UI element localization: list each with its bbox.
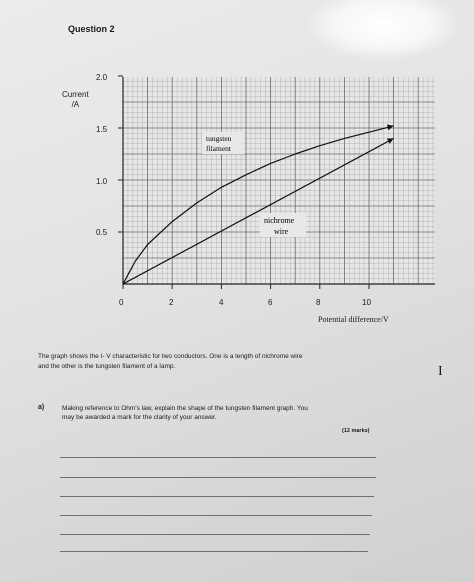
y-tick-label: 1.0 xyxy=(96,177,108,186)
question-title: Question 2 xyxy=(68,24,115,34)
answer-line[interactable] xyxy=(60,457,376,458)
part-question-line1: Making reference to Ohm's law, explain the shape of the tungsten filament graph. You xyxy=(62,405,308,412)
answer-line[interactable] xyxy=(60,477,376,478)
part-question xyxy=(62,404,392,422)
y-tick-label: 0.5 xyxy=(96,228,108,237)
x-axis-label: Potential difference/V xyxy=(318,315,389,324)
x-tick-label: 8 xyxy=(316,298,321,307)
question-intro xyxy=(38,352,418,372)
nichrome-label-line2: wire xyxy=(274,227,289,236)
tungsten-label-line1: tungsten xyxy=(206,134,232,143)
part-label: a) xyxy=(38,404,45,411)
intro-line2: and the other is the tungsten filament of a lamp. xyxy=(38,363,176,370)
x-tick-label: 2 xyxy=(169,298,174,307)
x-tick-label: 4 xyxy=(219,298,224,307)
grid-minor-lines xyxy=(123,77,435,284)
y-tick-label: 1.5 xyxy=(96,125,108,134)
y-axis-label-line1: Current xyxy=(62,90,89,99)
answer-line[interactable] xyxy=(60,534,370,535)
x-tick-label: 6 xyxy=(268,298,273,307)
part-question-line2: may be awarded a mark for the clarity of your answer. xyxy=(62,414,217,421)
y-tick-label: 2.0 xyxy=(96,73,108,82)
answer-line[interactable] xyxy=(60,515,372,516)
tungsten-label-line2: filament xyxy=(206,144,231,153)
y-axis-label-line2: /A xyxy=(71,100,80,109)
answer-line[interactable] xyxy=(60,496,374,497)
nichrome-label-line1: nichrome xyxy=(264,216,295,225)
marks-label: (12 marks) xyxy=(342,428,370,434)
intro-line1: The graph shows the I- V characteristic for two conductors. One is a length of nichrome wire xyxy=(38,353,303,360)
x-tick-label: 0 xyxy=(119,298,124,307)
text-cursor-icon: I xyxy=(438,364,443,379)
answer-line[interactable] xyxy=(60,551,368,552)
x-tick-label: 10 xyxy=(362,298,371,307)
